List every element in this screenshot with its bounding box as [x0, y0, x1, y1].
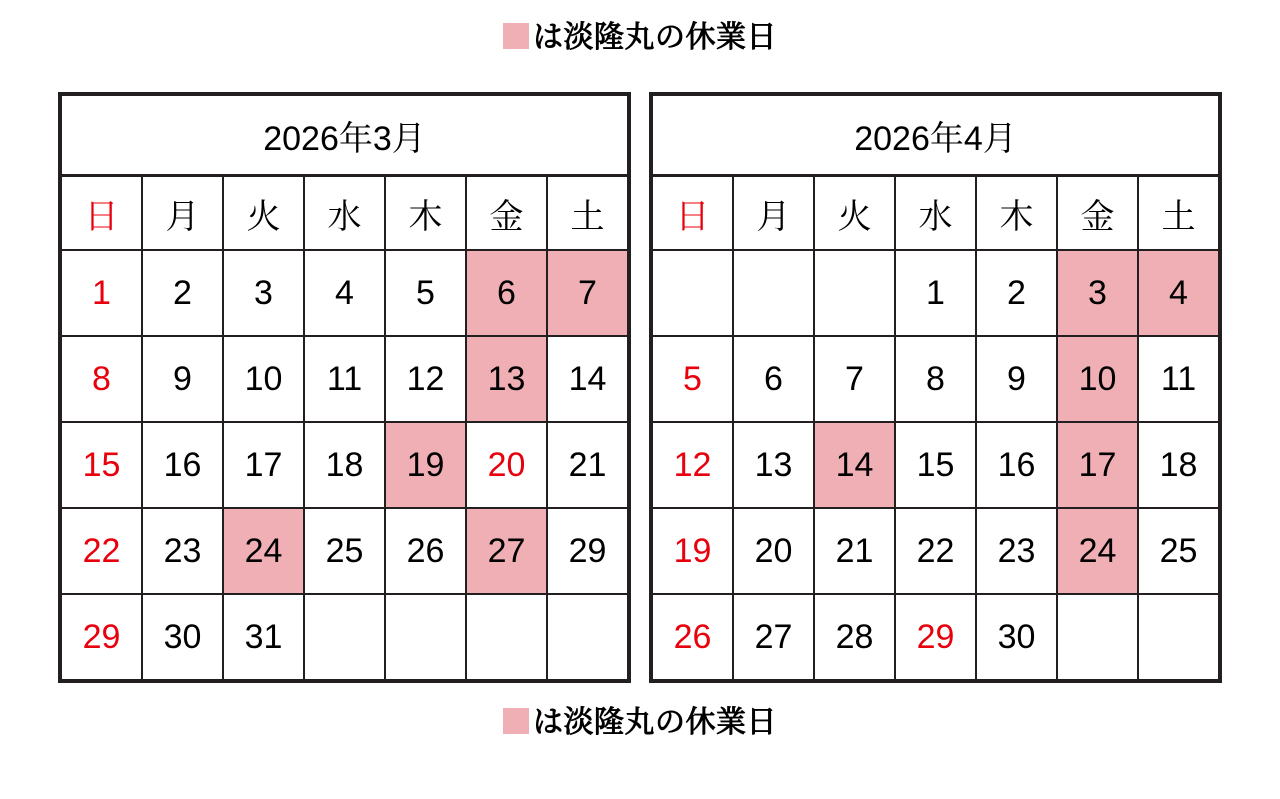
- calendar-day-cell[interactable]: 8: [60, 336, 142, 422]
- calendar-day-cell[interactable]: 29: [547, 508, 629, 594]
- calendar-day-cell[interactable]: 11: [304, 336, 385, 422]
- weekday-header: 水: [895, 176, 976, 251]
- calendar-week-row: [60, 422, 629, 508]
- weekday-header: 日: [651, 176, 733, 251]
- calendar-day-cell[interactable]: 18: [1138, 422, 1220, 508]
- calendar-empty-cell: [814, 250, 895, 336]
- calendar-day-cell[interactable]: 17: [223, 422, 304, 508]
- calendar-day-cell[interactable]: 22: [60, 508, 142, 594]
- legend-bottom-text: は淡隆丸の休業日: [533, 706, 777, 739]
- calendar-week-row: [651, 250, 1220, 336]
- calendar-day-cell[interactable]: 13: [733, 422, 814, 508]
- calendar-april: [649, 92, 1222, 683]
- calendar-day-cell[interactable]: 25: [1138, 508, 1220, 594]
- calendar-day-cell[interactable]: 14: [814, 422, 895, 508]
- calendar-empty-cell: [385, 594, 466, 681]
- weekday-header: 日: [60, 176, 142, 251]
- calendar-month-title: 2026年3月: [60, 94, 629, 176]
- calendar-day-cell[interactable]: 4: [304, 250, 385, 336]
- calendar-day-cell[interactable]: 6: [733, 336, 814, 422]
- calendar-day-cell[interactable]: 26: [385, 508, 466, 594]
- calendar-day-cell[interactable]: 3: [1057, 250, 1138, 336]
- calendar-week-row: [60, 336, 629, 422]
- calendar-day-cell[interactable]: 17: [1057, 422, 1138, 508]
- calendar-day-cell[interactable]: 2: [976, 250, 1057, 336]
- calendar-day-cell[interactable]: 12: [651, 422, 733, 508]
- calendar-empty-cell: [547, 594, 629, 681]
- calendar-week-row: [651, 594, 1220, 681]
- legend-bottom: [0, 697, 1280, 741]
- calendar-day-cell[interactable]: 3: [223, 250, 304, 336]
- calendar-day-cell[interactable]: 18: [304, 422, 385, 508]
- calendar-day-cell[interactable]: 7: [814, 336, 895, 422]
- calendar-day-cell[interactable]: 12: [385, 336, 466, 422]
- calendar-day-cell[interactable]: 27: [733, 594, 814, 681]
- calendar-day-cell[interactable]: 29: [60, 594, 142, 681]
- calendar-day-cell[interactable]: 21: [547, 422, 629, 508]
- calendar-container: [0, 92, 1280, 683]
- calendar-day-cell[interactable]: 8: [895, 336, 976, 422]
- weekday-header: 木: [976, 176, 1057, 251]
- calendar-day-cell[interactable]: 11: [1138, 336, 1220, 422]
- calendar-empty-cell: [466, 594, 547, 681]
- calendar-day-cell[interactable]: 21: [814, 508, 895, 594]
- weekday-header: 月: [142, 176, 223, 251]
- calendar-day-cell[interactable]: 15: [895, 422, 976, 508]
- calendar-day-cell[interactable]: 5: [385, 250, 466, 336]
- calendar-day-cell[interactable]: 31: [223, 594, 304, 681]
- legend-top: [0, 12, 1280, 56]
- calendar-empty-cell: [733, 250, 814, 336]
- calendar-day-cell[interactable]: 24: [1057, 508, 1138, 594]
- calendar-table: [58, 92, 631, 683]
- calendar-day-cell[interactable]: 16: [142, 422, 223, 508]
- calendar-empty-cell: [1057, 594, 1138, 681]
- calendar-day-cell[interactable]: 4: [1138, 250, 1220, 336]
- calendar-week-row: [60, 250, 629, 336]
- calendar-day-cell[interactable]: 20: [733, 508, 814, 594]
- calendar-day-cell[interactable]: 30: [976, 594, 1057, 681]
- calendar-day-cell[interactable]: 1: [60, 250, 142, 336]
- calendar-day-cell[interactable]: 24: [223, 508, 304, 594]
- calendar-week-row: [651, 508, 1220, 594]
- legend-color-swatch-icon: [503, 23, 529, 49]
- calendar-day-cell[interactable]: 10: [223, 336, 304, 422]
- weekday-header: 水: [304, 176, 385, 251]
- weekday-header: 火: [223, 176, 304, 251]
- calendar-day-cell[interactable]: 1: [895, 250, 976, 336]
- calendar-day-cell[interactable]: 19: [651, 508, 733, 594]
- calendar-week-row: [60, 594, 629, 681]
- calendar-day-cell[interactable]: 9: [976, 336, 1057, 422]
- weekday-header: 金: [466, 176, 547, 251]
- calendar-week-row: [60, 508, 629, 594]
- calendar-empty-cell: [1138, 594, 1220, 681]
- calendar-month-title: 2026年4月: [651, 94, 1220, 176]
- calendar-day-cell[interactable]: 19: [385, 422, 466, 508]
- calendar-week-row: [651, 422, 1220, 508]
- calendar-day-cell[interactable]: 5: [651, 336, 733, 422]
- calendar-day-cell[interactable]: 9: [142, 336, 223, 422]
- calendar-day-cell[interactable]: 28: [814, 594, 895, 681]
- calendar-march: [58, 92, 631, 683]
- calendar-day-cell[interactable]: 13: [466, 336, 547, 422]
- calendar-day-cell[interactable]: 20: [466, 422, 547, 508]
- calendar-day-cell[interactable]: 10: [1057, 336, 1138, 422]
- calendar-day-cell[interactable]: 30: [142, 594, 223, 681]
- calendar-day-cell[interactable]: 26: [651, 594, 733, 681]
- calendar-week-row: [651, 336, 1220, 422]
- calendar-day-cell[interactable]: 29: [895, 594, 976, 681]
- legend-top-text: は淡隆丸の休業日: [533, 21, 777, 54]
- calendar-day-cell[interactable]: 15: [60, 422, 142, 508]
- calendar-day-cell[interactable]: 16: [976, 422, 1057, 508]
- calendar-day-cell[interactable]: 7: [547, 250, 629, 336]
- calendar-empty-cell: [304, 594, 385, 681]
- weekday-header: 金: [1057, 176, 1138, 251]
- legend-color-swatch-icon: [503, 708, 529, 734]
- weekday-header: 土: [1138, 176, 1220, 251]
- weekday-header: 火: [814, 176, 895, 251]
- calendar-day-cell[interactable]: 22: [895, 508, 976, 594]
- calendar-day-cell[interactable]: 25: [304, 508, 385, 594]
- calendar-table: [649, 92, 1222, 683]
- calendar-empty-cell: [651, 250, 733, 336]
- weekday-header: 土: [547, 176, 629, 251]
- calendar-day-cell[interactable]: 14: [547, 336, 629, 422]
- weekday-header: 月: [733, 176, 814, 251]
- weekday-header: 木: [385, 176, 466, 251]
- calendar-day-cell[interactable]: 27: [466, 508, 547, 594]
- calendar-day-cell[interactable]: 6: [466, 250, 547, 336]
- calendar-day-cell[interactable]: 23: [976, 508, 1057, 594]
- calendar-day-cell[interactable]: 23: [142, 508, 223, 594]
- calendar-day-cell[interactable]: 2: [142, 250, 223, 336]
